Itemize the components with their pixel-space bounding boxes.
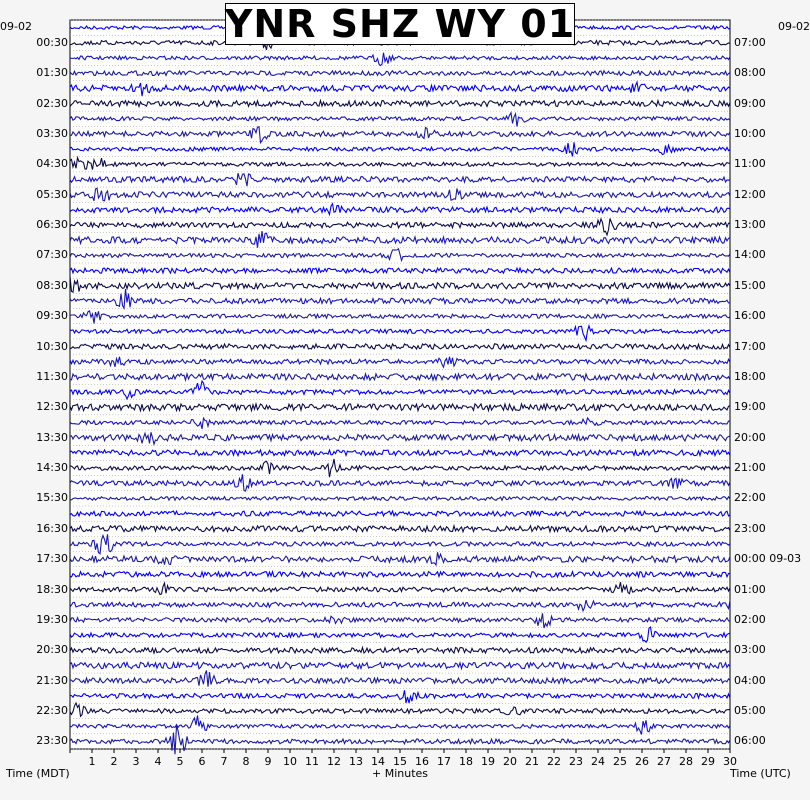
- right-time-label: 01:00: [734, 582, 766, 596]
- x-tick-label: 1: [88, 755, 96, 768]
- right-time-label: 16:00: [734, 309, 766, 323]
- chart-title: YNR SHZ WY 01: [224, 2, 576, 46]
- right-time-label: 04:00: [734, 673, 766, 687]
- title-box: [225, 3, 575, 45]
- x-tick-group: [70, 749, 730, 753]
- left-time-label: 11:30: [36, 369, 68, 383]
- left-time-label: 07:30: [36, 248, 68, 262]
- right-time-label: 05:00: [734, 704, 766, 718]
- left-time-label: 09:30: [36, 309, 68, 323]
- right-time-label: 21:00: [734, 461, 766, 475]
- x-tick-label: 5: [176, 755, 184, 768]
- x-tick-label: 4: [154, 755, 162, 768]
- x-tick-label: 15: [393, 755, 407, 768]
- x-tick-label: 26: [635, 755, 649, 768]
- x-tick-label: 17: [437, 755, 451, 768]
- right-time-label: 23:00: [734, 521, 766, 535]
- right-time-label: 17:00: [734, 339, 766, 353]
- right-time-label: 02:00: [734, 612, 766, 626]
- x-tick-label: 28: [679, 755, 693, 768]
- left-time-label: 21:30: [36, 673, 68, 687]
- left-start-date: 09-02: [0, 20, 32, 33]
- right-time-label: 06:00: [734, 734, 766, 748]
- right-time-label: 15:00: [734, 278, 766, 292]
- left-time-label: 16:30: [36, 521, 68, 535]
- x-tick-label: 29: [701, 755, 715, 768]
- left-time-label: 22:30: [36, 704, 68, 718]
- left-time-label: 03:30: [36, 126, 68, 140]
- x-axis-label: + Minutes: [371, 767, 429, 780]
- right-time-label: 08:00: [734, 66, 766, 80]
- x-tick-label: 11: [305, 755, 319, 768]
- x-tick-label: 27: [657, 755, 671, 768]
- x-tick-label: 10: [283, 755, 297, 768]
- x-tick-label: 20: [503, 755, 517, 768]
- x-tick-label: 22: [547, 755, 561, 768]
- right-time-label: 00:00 09-03: [734, 552, 802, 566]
- left-time-label: 15:30: [36, 491, 68, 505]
- x-tick-label: 30: [723, 755, 737, 768]
- left-time-label: 12:30: [36, 400, 68, 414]
- x-tick-label: 8: [242, 755, 250, 768]
- right-time-label: 03:00: [734, 643, 766, 657]
- x-tick-label: 25: [613, 755, 627, 768]
- left-time-label: 06:30: [36, 218, 68, 232]
- x-tick-label: 24: [591, 755, 605, 768]
- right-time-label: 14:00: [734, 248, 766, 262]
- right-time-label: 20:00: [734, 430, 766, 444]
- left-time-label: 05:30: [36, 187, 68, 201]
- right-axis-label: Time (UTC): [730, 767, 791, 780]
- x-tick-label: 21: [525, 755, 539, 768]
- left-time-label: 23:30: [36, 734, 68, 748]
- left-time-label: 04:30: [36, 157, 68, 171]
- x-tick-label: 7: [220, 755, 228, 768]
- left-time-label: 10:30: [36, 339, 68, 353]
- x-tick-label: 13: [349, 755, 363, 768]
- x-tick-label: 16: [415, 755, 429, 768]
- left-time-label: 19:30: [36, 612, 68, 626]
- left-time-label: 20:30: [36, 643, 68, 657]
- x-tick-label: 19: [481, 755, 495, 768]
- right-time-label: 09:00: [734, 96, 766, 110]
- x-tick-label: 18: [459, 755, 473, 768]
- x-tick-label: 9: [264, 755, 272, 768]
- x-tick-label: 23: [569, 755, 583, 768]
- x-tick-label: 2: [110, 755, 118, 768]
- left-time-label: 14:30: [36, 461, 68, 475]
- left-time-label: 01:30: [36, 66, 68, 80]
- right-time-label: 18:00: [734, 369, 766, 383]
- left-time-label: 17:30: [36, 552, 68, 566]
- right-start-date: 09-02: [778, 20, 810, 33]
- left-time-label: 08:30: [36, 278, 68, 292]
- left-time-label: 18:30: [36, 582, 68, 596]
- left-time-label: 00:30: [36, 35, 68, 49]
- right-time-label: 07:00: [734, 35, 766, 49]
- right-time-label: 10:00: [734, 126, 766, 140]
- right-time-label: 11:00: [734, 157, 766, 171]
- x-tick-label: 3: [132, 755, 140, 768]
- right-time-label: 19:00: [734, 400, 766, 414]
- right-time-label: 22:00: [734, 491, 766, 505]
- right-time-label: 12:00: [734, 187, 766, 201]
- left-axis-label: Time (MDT): [6, 767, 70, 780]
- left-time-label: 13:30: [36, 430, 68, 444]
- left-time-label: 02:30: [36, 96, 68, 110]
- x-tick-label: 12: [327, 755, 341, 768]
- x-tick-label: 6: [198, 755, 206, 768]
- x-tick-label: 14: [371, 755, 385, 768]
- right-time-label: 13:00: [734, 218, 766, 232]
